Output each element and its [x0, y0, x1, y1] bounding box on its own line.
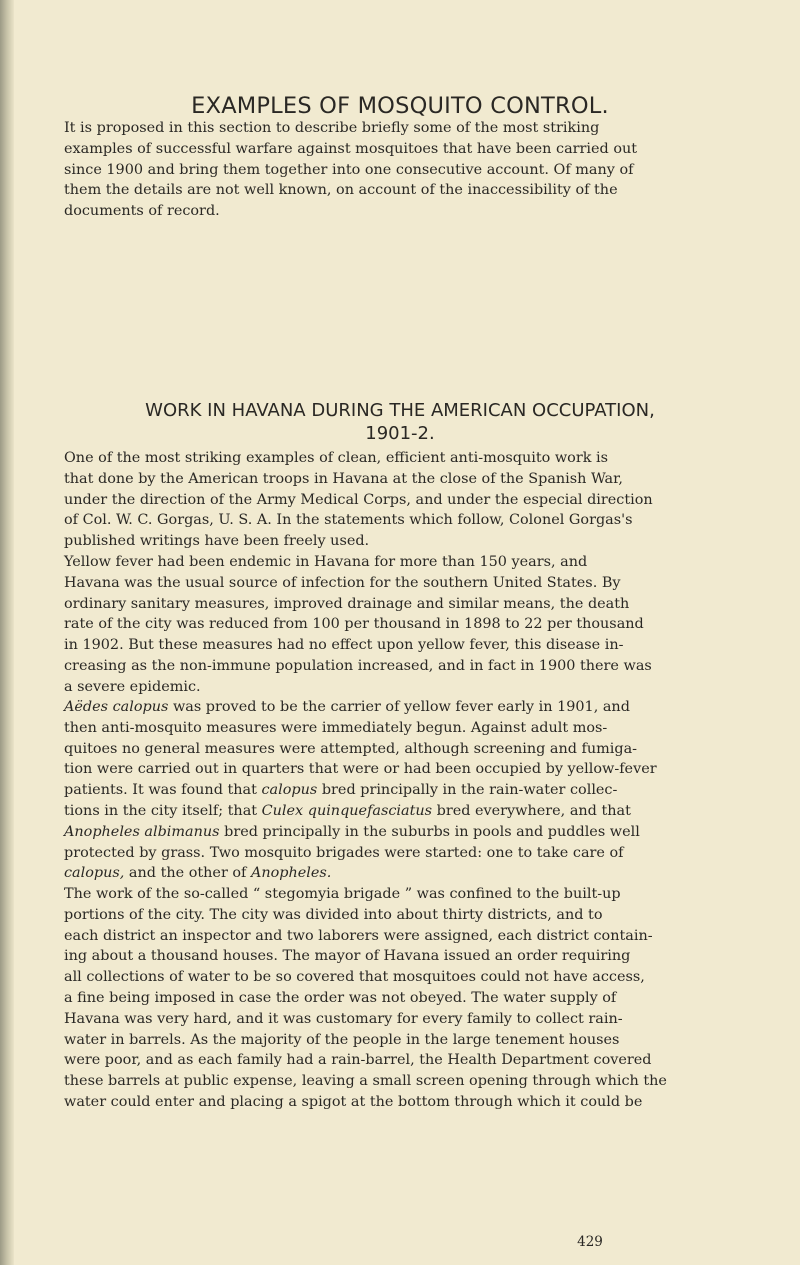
stegomyia-paragraph	[64, 884, 736, 1113]
text-line: that done by the American troops in Havana at the close of the Spanish War,	[64, 470, 623, 487]
text-line: quitoes no general measures were attempted, although screening and fumiga-	[64, 740, 638, 757]
text-line: calopus, and the other of Anopheles.	[64, 865, 332, 882]
text-line: published writings have been freely used.	[64, 533, 370, 550]
yellow-fever-paragraph	[64, 552, 736, 698]
havana-paragraph	[64, 448, 736, 552]
text-line: under the direction of the Army Medical Corps, and under the especial direction	[64, 491, 653, 508]
text-line: It is proposed in this section to describe briefly some of the most striking	[64, 120, 600, 136]
text-line: ing about a thousand houses. The mayor of Havana issued an order requiring	[64, 948, 631, 965]
aedes-paragraph	[64, 697, 736, 884]
text-line: ordinary sanitary measures, improved drainage and similar means, the death	[64, 595, 630, 612]
text-line: Aëdes calopus was proved to be the carrier of yellow fever early in 1901, and	[64, 699, 630, 715]
section-heading	[60, 399, 740, 445]
text-line: documents of record.	[64, 203, 220, 220]
text-line: Havana was very hard, and it was customary for every family to collect rain-	[64, 1010, 623, 1027]
page-title: EXAMPLES OF MOSQUITO CONTROL.	[191, 93, 609, 119]
section-heading-years: 1901-2.	[365, 423, 435, 444]
text-line: all collections of water to be so covered that mosquitoes could not have access,	[64, 969, 645, 986]
section-heading-line: WORK IN HAVANA DURING THE AMERICAN OCCUPATION,	[145, 400, 655, 421]
text-line: were poor, and as each family had a rain-barrel, the Health Department covered	[64, 1052, 652, 1069]
species-name: Aëdes calopus	[64, 699, 169, 715]
text-line: a severe epidemic.	[64, 678, 201, 695]
text-line: since 1900 and bring them together into one consecutive account. Of many of	[64, 161, 634, 178]
text-line: tions in the city itself; that Culex quinquefasciatus bred everywhere, and that	[64, 802, 631, 819]
text-line: Anopheles albimanus bred principally in the suburbs in pools and puddles well	[64, 823, 640, 840]
page-number: 429	[577, 1234, 603, 1250]
text-line: these barrels at public expense, leaving a small screen opening through which the	[64, 1073, 667, 1090]
text-line: water could enter and placing a spigot at the bottom through which it could be	[64, 1093, 643, 1110]
text-line: One of the most striking examples of clean, efficient anti-mosquito work is	[64, 450, 609, 466]
text-line: creasing as the non-immune population increased, and in fact in 1900 there was	[64, 657, 652, 674]
text-line: examples of successful warfare against mosquitoes that have been carried out	[64, 140, 638, 157]
text-line: in 1902. But these measures had no effect upon yellow fever, this disease in-	[64, 637, 624, 654]
text-line: each district an inspector and two laborers were assigned, each district contain-	[64, 927, 653, 944]
text-line: portions of the city. The city was divided into about thirty districts, and to	[64, 906, 603, 923]
text-line: The work of the so-called “ stegomyia brigade ” was confined to the built-up	[64, 886, 621, 902]
text-line: them the details are not well known, on account of the inaccessibility of the	[64, 182, 618, 199]
species-name: calopus,	[64, 865, 125, 882]
species-name: Anopheles albimanus	[64, 823, 220, 840]
text-line: rate of the city was reduced from 100 per thousand in 1898 to 22 per thousand	[64, 616, 644, 633]
text-line: a fine being imposed in case the order was not obeyed. The water supply of	[64, 989, 617, 1006]
text-line: patients. It was found that calopus bred principally in the rain-water collec-	[64, 782, 618, 799]
text-line: water in barrels. As the majority of the people in the large tenement houses	[64, 1031, 620, 1048]
text-line: Yellow fever had been endemic in Havana for more than 150 years, and	[64, 554, 588, 570]
text-line: Havana was the usual source of infection for the southern United States. By	[64, 574, 621, 591]
text-line: tion were carried out in quarters that were or had been occupied by yellow-fever	[64, 761, 657, 778]
text-line: then anti-mosquito measures were immediately begun. Against adult mos-	[64, 719, 608, 736]
intro-paragraph	[64, 118, 736, 222]
species-name: Culex quinquefasciatus	[261, 802, 433, 819]
species-name: calopus	[261, 782, 318, 799]
text-line: protected by grass. Two mosquito brigades were started: one to take care of	[64, 844, 624, 861]
species-name: Anopheles.	[250, 865, 332, 882]
text-line: of Col. W. C. Gorgas, U. S. A. In the statements which follow, Colonel Gorgas's	[64, 512, 633, 529]
